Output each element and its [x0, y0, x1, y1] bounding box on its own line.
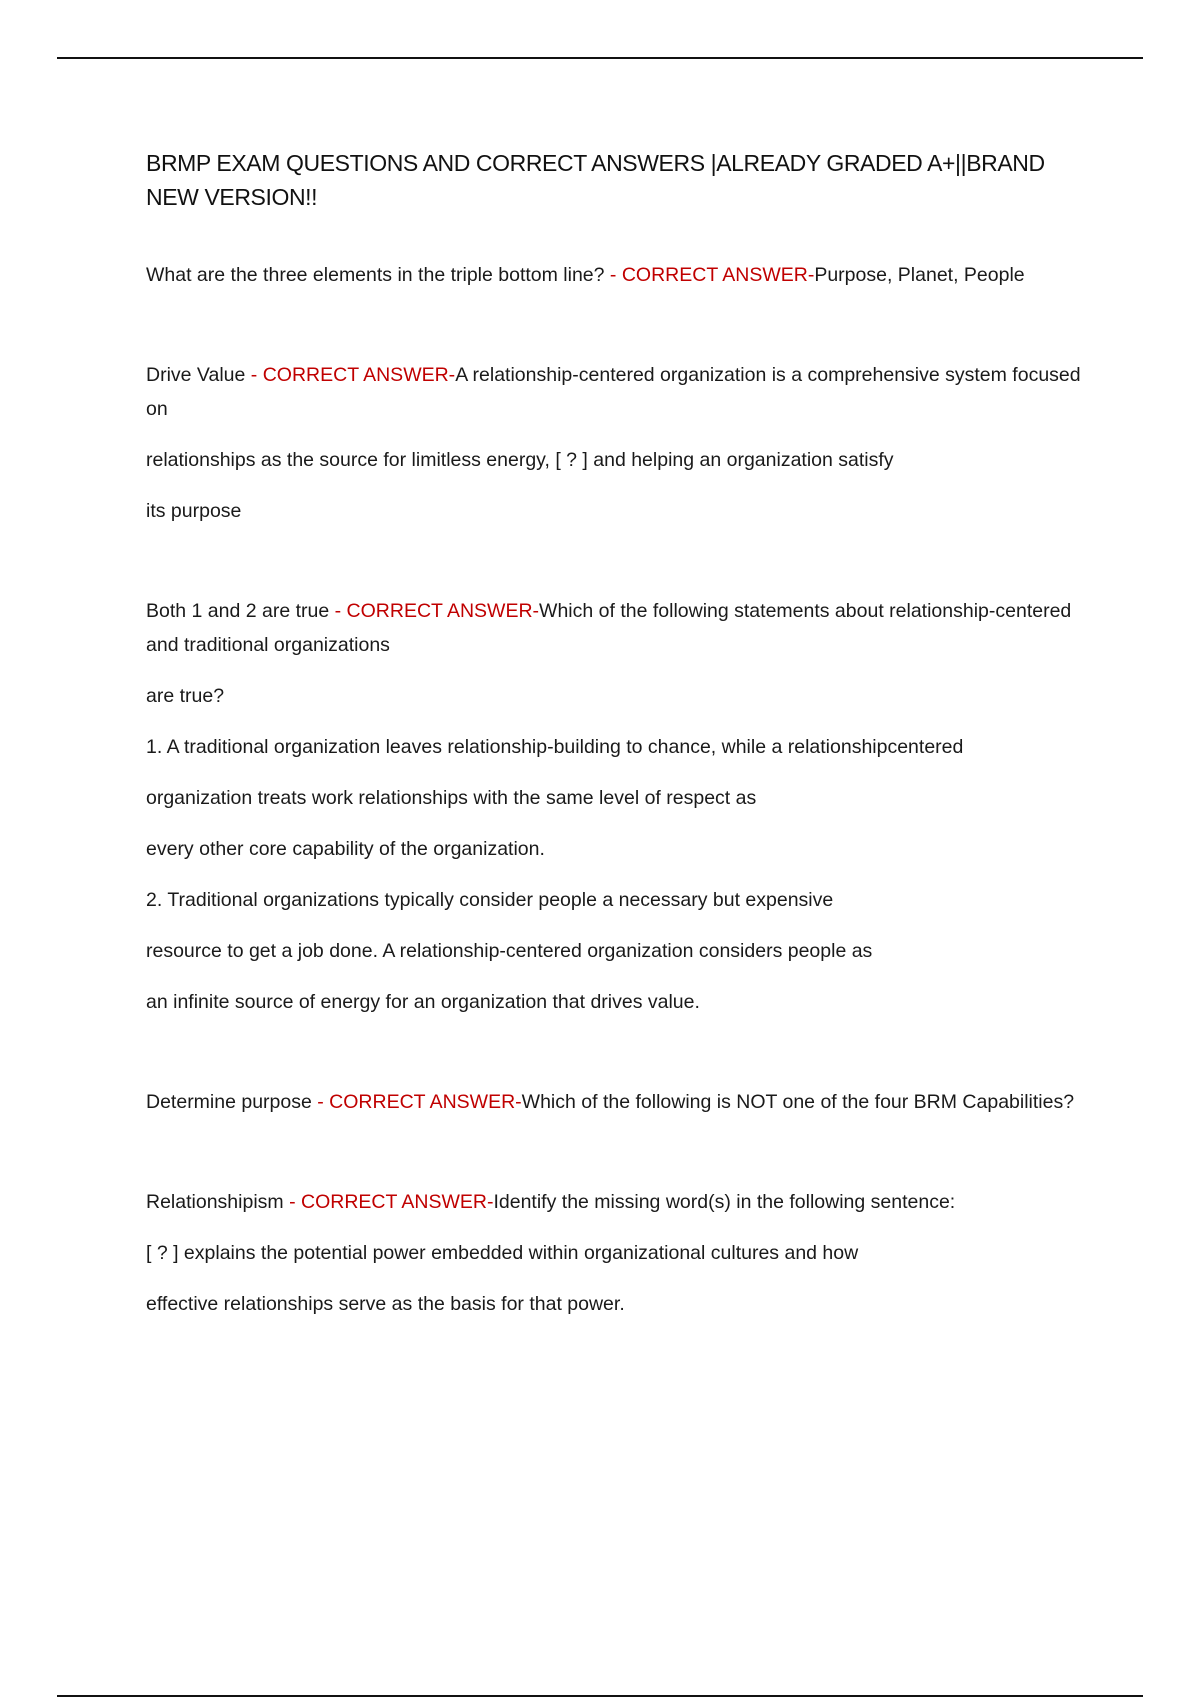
continuation-line: 2. Traditional organizations typically consider people a necessary but expensive: [146, 889, 834, 911]
qa-item-3: [146, 594, 1096, 662]
document-body: [146, 146, 1096, 1321]
qa-item-2: [146, 358, 1096, 426]
continuation-line: an infinite source of energy for an organization that drives value.: [146, 991, 700, 1013]
answer-text: A relationship-centered organization is a comprehensive system focused on: [146, 364, 1081, 420]
answer-text: Which of the following statements about relationship-centered and traditional organizations: [146, 600, 1072, 656]
question-text: Both 1 and 2 are true: [146, 600, 330, 622]
continuation-line: relationships as the source for limitless energy, [ ? ] and helping an organization satisfy: [146, 449, 894, 471]
answer-text: Purpose, Planet, People: [814, 264, 1025, 286]
top-rule: [57, 57, 1143, 59]
correct-answer-label: - CORRECT ANSWER-: [329, 600, 540, 622]
qa-item-4: [146, 1085, 1096, 1119]
question-text: Determine purpose: [146, 1091, 312, 1113]
correct-answer-label: - CORRECT ANSWER-: [311, 1091, 522, 1113]
correct-answer-label: - CORRECT ANSWER-: [283, 1191, 494, 1213]
question-text: What are the three elements in the triple bottom line?: [146, 264, 605, 286]
qa-item-1: [146, 258, 1096, 292]
continuation-line: [ ? ] explains the potential power embedded within organizational cultures and how: [146, 1242, 859, 1264]
qa-item-5: [146, 1185, 1096, 1219]
continuation-line: resource to get a job done. A relationship-centered organization considers people as: [146, 940, 873, 962]
continuation-line: 1. A traditional organization leaves relationship-building to chance, while a relationshipcentered: [146, 736, 964, 758]
question-text: Relationshipism: [146, 1191, 284, 1213]
document-title: BRMP EXAM QUESTIONS AND CORRECT ANSWERS |ALREADY GRADED A+||BRAND NEW VERSION!!: [146, 150, 1045, 210]
continuation-line: are true?: [146, 685, 225, 707]
continuation-line: effective relationships serve as the basis for that power.: [146, 1293, 625, 1315]
correct-answer-label: - CORRECT ANSWER-: [604, 264, 815, 286]
continuation-line: every other core capability of the organization.: [146, 838, 545, 860]
bottom-rule: [57, 1695, 1143, 1697]
answer-text: Identify the missing word(s) in the following sentence:: [493, 1191, 956, 1213]
continuation-line: organization treats work relationships with the same level of respect as: [146, 787, 757, 809]
question-text: Drive Value: [146, 364, 246, 386]
answer-text: Which of the following is NOT one of the four BRM Capabilities?: [521, 1091, 1075, 1113]
correct-answer-label: - CORRECT ANSWER-: [245, 364, 456, 386]
continuation-line: its purpose: [146, 500, 242, 522]
